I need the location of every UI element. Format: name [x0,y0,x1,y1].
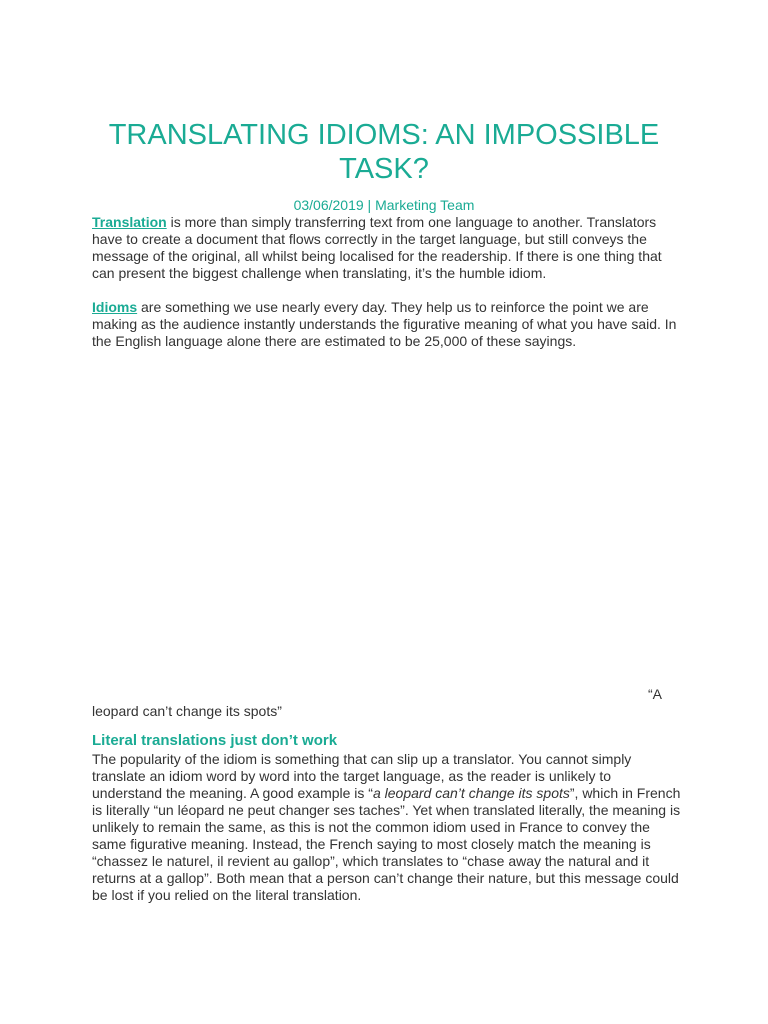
article-meta [92,197,676,214]
image-caption-start: “A [648,686,662,702]
article-author: Marketing Team [375,197,475,213]
meta-separator: | [367,197,372,213]
translation-link[interactable]: Translation [92,214,167,230]
intro-paragraph [92,214,682,282]
idioms-paragraph [92,299,682,350]
idioms-paragraph-text: are something we use nearly every day. They help us to reinforce the point we are making as the audience instantly understands the figurative meaning of what you have said. In the English language alone there are estimated to be 25,000 of these sayings. [92,299,677,349]
article-date: 03/06/2019 [293,197,364,213]
section-heading: Literal translations just don’t work [92,732,338,749]
idioms-link[interactable]: Idioms [92,299,138,315]
idiom-example-italic: a leopard can’t change its spots [372,785,570,801]
intro-paragraph-text: is more than simply transferring text from one language to another. Translators have to create a document that flows correctly in the target language, but still conveys the message of the original, all whilst being localised for the readership. If there is one thing that can present the biggest challenge when translating, it’s the humble idiom. [92,214,662,281]
image-placeholder [92,380,676,680]
paragraph-text-after: ”, which in French is literally “un léopard ne peut changer ses taches”. Yet when translated literally, the meaning is unlikely to remain the same, as this is not the common idiom used in France to convey the same figurative meaning. Instead, the French saying to most closely match the meaning is “chassez le naturel, il revient au gallop”, which translates to “chase away the natural and it returns at a gallop”. Both mean that a person can’t change their nature, but this message could be lost if you relied on the literal translation. [92,785,681,903]
literal-translation-paragraph [92,751,682,904]
image-caption-end: leopard can’t change its spots” [92,703,282,719]
paragraph-text-before: The popularity of the idiom is something that can slip up a translator. You cannot simply translate an idiom word by word into the target language, as the reader is unlikely to understand the meaning. A good example is “ [92,751,632,801]
article-title: TRANSLATING IDIOMS: AN IMPOSSIBLE TASK? [108,119,660,185]
